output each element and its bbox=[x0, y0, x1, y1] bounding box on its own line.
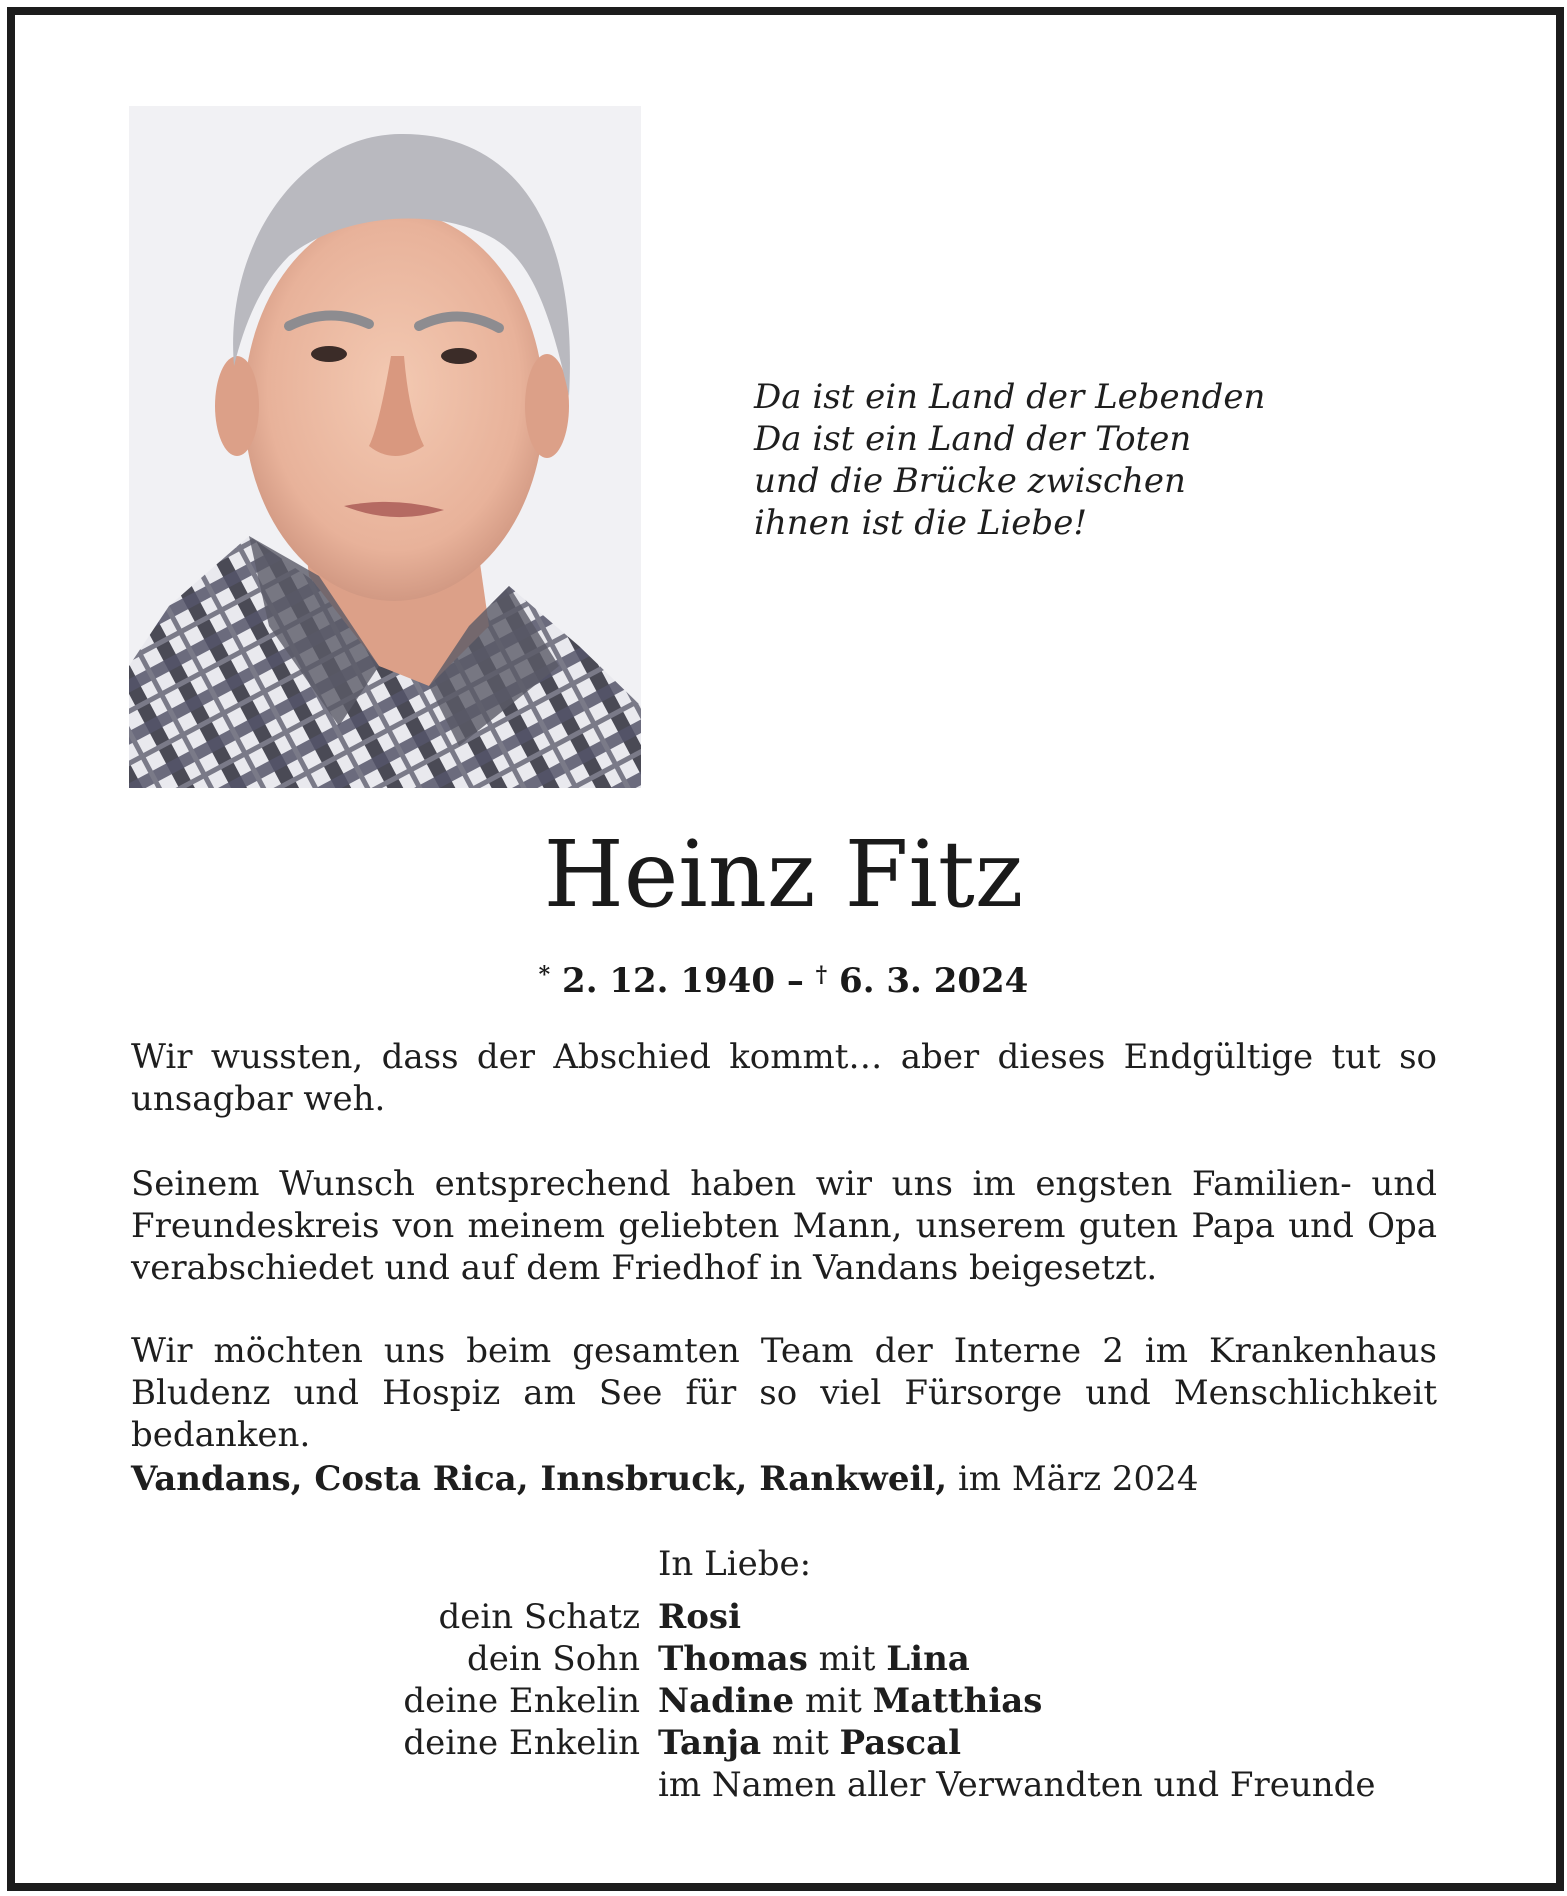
life-dates bbox=[0, 953, 1567, 1003]
paragraph-farewell: Wir wussten, dass der Abschied kommt… aber dieses Endgültige tut so unsagbar weh. bbox=[131, 1037, 1437, 1119]
family-name: Pascal bbox=[839, 1723, 962, 1763]
deceased-name: Heinz Fitz bbox=[543, 821, 1024, 928]
birth-symbol: * bbox=[538, 962, 551, 988]
signature-closing: im Namen aller Verwandten und Freunde bbox=[658, 1765, 1376, 1805]
signature-row bbox=[300, 1680, 1042, 1722]
relation: deine Enkelin bbox=[403, 1723, 640, 1763]
portrait-photo bbox=[129, 106, 641, 788]
places: Vandans, Costa Rica, Innsbruck, Rankweil, bbox=[131, 1459, 948, 1499]
memorial-quote bbox=[754, 376, 1265, 544]
family-name: Rosi bbox=[658, 1597, 741, 1637]
relation: dein Schatz bbox=[438, 1597, 640, 1637]
family-name: Lina bbox=[886, 1639, 970, 1679]
connector: mit bbox=[771, 1723, 829, 1763]
connector: mit bbox=[804, 1681, 862, 1721]
date-dash: – bbox=[786, 961, 804, 1001]
death-symbol: † bbox=[815, 962, 828, 988]
relation: dein Sohn bbox=[466, 1639, 640, 1679]
death-date: 6. 3. 2024 bbox=[839, 961, 1029, 1001]
relation: deine Enkelin bbox=[403, 1681, 640, 1721]
signature-row bbox=[300, 1638, 1042, 1680]
notice-date: im März 2024 bbox=[957, 1459, 1199, 1499]
signature-row bbox=[300, 1596, 1042, 1638]
signature-list bbox=[300, 1596, 1042, 1764]
quote-line: ihnen ist die Liebe! bbox=[754, 503, 1087, 543]
family-name: Matthias bbox=[872, 1681, 1043, 1721]
paragraph-burial: Seinem Wunsch entsprechend haben wir uns im engsten Familien- und Freundeskreis von meinem geliebten Mann, unserem guten Papa und Opa verabschiedet und auf dem Friedhof in Vandans beigesetzt. bbox=[131, 1164, 1437, 1288]
quote-line: Da ist ein Land der Toten bbox=[754, 419, 1192, 459]
family-name: Thomas bbox=[658, 1639, 808, 1679]
birth-date: 2. 12. 1940 bbox=[562, 961, 775, 1001]
place-date-line bbox=[131, 1458, 1198, 1500]
quote-line: Da ist ein Land der Lebenden bbox=[754, 377, 1266, 417]
signature-intro: In Liebe: bbox=[658, 1544, 812, 1584]
quote-line: und die Brücke zwischen bbox=[754, 461, 1186, 501]
connector: mit bbox=[818, 1639, 876, 1679]
family-name: Nadine bbox=[658, 1681, 795, 1721]
family-name: Tanja bbox=[658, 1723, 762, 1763]
signature-row bbox=[300, 1722, 1042, 1764]
paragraph-thanks: Wir möchten uns beim gesamten Team der Interne 2 im Krankenhaus Bludenz und Hospiz am See für so viel Fürsorge und Menschlichkeit bedanken. bbox=[131, 1331, 1437, 1455]
